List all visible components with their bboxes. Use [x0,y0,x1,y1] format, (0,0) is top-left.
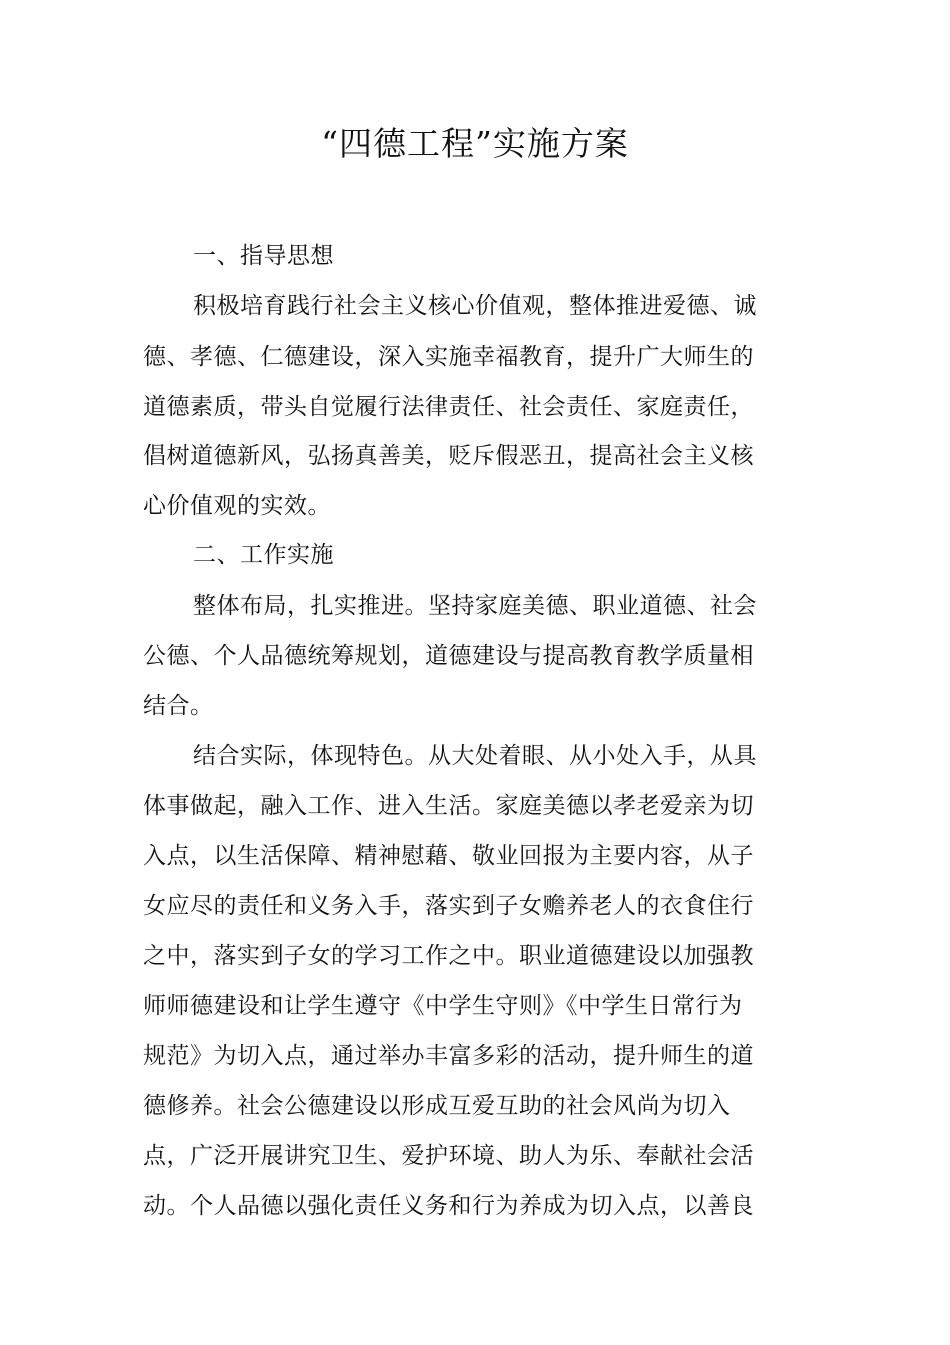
paragraph-line: 整体布局，扎实推进。坚持家庭美德、职业道德、社会 [193,593,757,619]
document-title: “四德工程”实施方案 [321,124,629,163]
paragraph-line: 师师德建设和让学生遵守《中学生守则》《中学生日常行为 [143,993,743,1019]
section-heading-guiding-ideology: 一、指导思想 [193,243,334,269]
paragraph-line: 道德素质，带头自觉履行法律责任、社会责任、家庭责任， [143,394,754,420]
paragraph-line: 心价值观的实效。 [143,493,331,519]
paragraph-line: 结合实际，体现特色。从大处着眼、从小处入手，从具 [193,743,757,769]
paragraph-line: 规范》为切入点，通过举办丰富多彩的活动，提升师生的道 [143,1043,754,1069]
paragraph-line: 入点，以生活保障、精神慰藉、敬业回报为主要内容，从子 [143,843,754,869]
paragraph-line: 德修养。社会公德建设以形成互爱互助的社会风尚为切入 [143,1093,731,1119]
paragraph-line: 结合。 [143,693,214,719]
paragraph-line: 动。个人品德以强化责任义务和行为养成为切入点，以善良 [143,1193,754,1219]
paragraph-line: 倡树道德新风，弘扬真善美，贬斥假恶丑，提高社会主义核 [143,443,754,469]
paragraph-line: 女应尽的责任和义务入手，落实到子女赡养老人的衣食住行 [143,893,754,919]
section-heading-work-implementation: 二、工作实施 [193,542,334,568]
paragraph-line: 积极培育践行社会主义核心价值观，整体推进爱德、诚 [193,293,757,319]
paragraph-line: 德、孝德、仁德建设，深入实施幸福教育，提升广大师生的 [143,344,754,370]
paragraph-line: 点，广泛开展讲究卫生、爱护环境、助人为乐、奉献社会活 [143,1143,754,1169]
paragraph-line: 之中，落实到子女的学习工作之中。职业道德建设以加强教 [143,943,754,969]
paragraph-line: 公德、个人品德统筹规划，道德建设与提高教育教学质量相 [143,643,754,669]
paragraph-line: 体事做起，融入工作、进入生活。家庭美德以孝老爱亲为切 [143,793,754,819]
